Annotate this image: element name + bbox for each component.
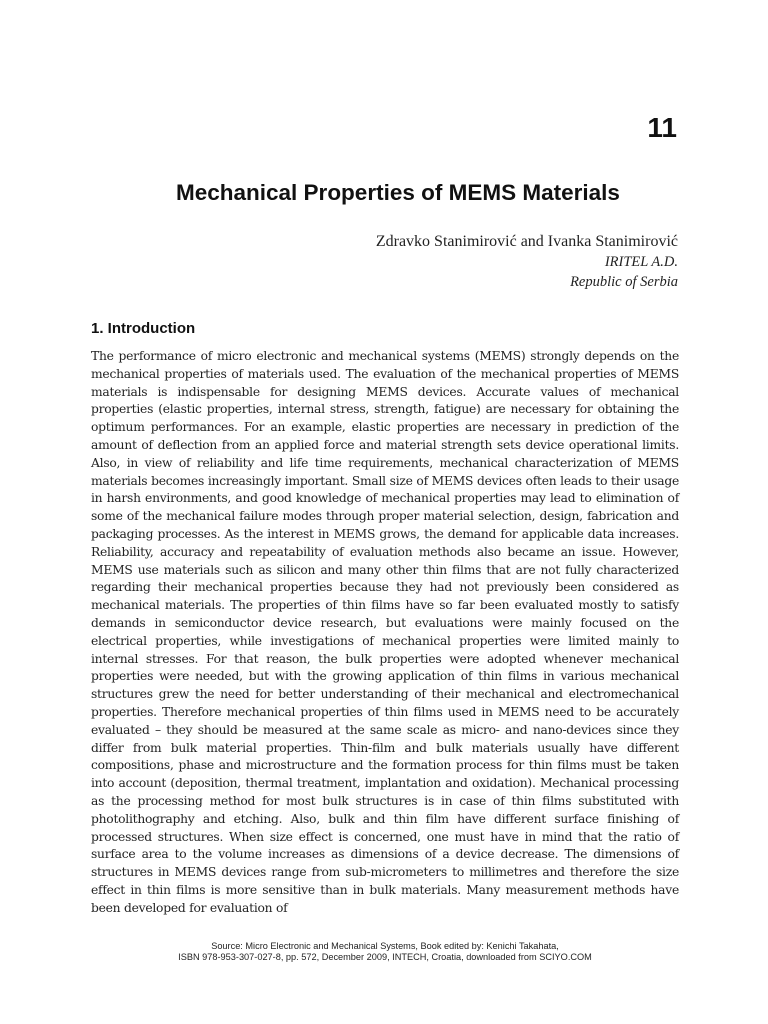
source-footnote <box>91 941 679 963</box>
chapter-number: 11 <box>647 112 677 143</box>
source-line-1: Source: Micro Electronic and Mechanical Systems, Book edited by: Kenichi Takahata, <box>211 941 559 951</box>
author-affiliation: IRITEL A.D. <box>604 254 678 270</box>
author-block <box>376 232 678 292</box>
source-line-2: ISBN 978-953-307-027-8, pp. 572, December 2009, INTECH, Croatia, downloaded from SCIYO.COM <box>178 952 592 962</box>
body-paragraph: The performance of micro electronic and mechanical systems (MEMS) strongly depends on the mechanical properties of materials used. The evaluation of the mechanical properties of MEMS materials is indispensable for designing MEMS devices. Accurate values of mechanical properties (elastic properties, internal stress, strength, fatigue) are necessary for obtaining the optimum performances. For an example, elastic properties are necessary in prediction of the amount of deflection from an applied force and material strength sets device operational limits. Also, in view of reliability and life time requirements, mechanical characterization of MEMS materials becomes increasingly important. Small size of MEMS devices often leads to their usage in harsh environments, and good knowledge of mechanical properties may lead to elimination of some of the mechanical failure modes through proper material selection, design, fabrication and packaging processes. As the interest in MEMS grows, the demand for applicable data increases. Reliability, accuracy and repeatability of evaluation methods also became an issue. However, MEMS use materials such as silicon and many other thin films that are not fully characterized regarding their mechanical properties because they had not previously been considered as mechanical materials. The properties of thin films have so far been evaluated mostly to satisfy demands in semiconductor device research, but evaluations were mainly focused on the electrical properties, while investigations of mechanical properties were limited mainly to internal stresses. For that reason, the bulk properties were adopted whenever mechanical properties were needed, but with the growing application of thin films in various mechanical structures grew the need for better understanding of their mechanical and electromechanical properties. Therefore mechanical properties of thin films used in MEMS need to be accurately evaluated – they should be measured at the same scale as micro- and nano-devices since they differ from bulk material properties. Thin-film and bulk materials usually have different compositions, phase and microstructure and the formation process for thin films must be taken into account (deposition, thermal treatment, implantation and oxidation). Mechanical processing as the processing method for most bulk structures is in case of thin films substituted with photolithography and etching. Also, bulk and thin film have different surface finishing of processed structures. When size effect is concerned, one must have in mind that the ratio of surface area to the volume increases as dimensions of a device decrease. The dimensions of structures in MEMS devices range from sub-micrometers to millimetres and therefore the size effect in thin films is more sensitive than in bulk materials. Many measurement methods have been developed for evaluation of <box>91 349 679 915</box>
author-country: Republic of Serbia <box>570 274 678 290</box>
section-heading: 1. Introduction <box>91 320 196 337</box>
author-names: Zdravko Stanimirović and Ivanka Stanimirović <box>375 233 678 250</box>
chapter-title: Mechanical Properties of MEMS Materials <box>176 180 620 205</box>
